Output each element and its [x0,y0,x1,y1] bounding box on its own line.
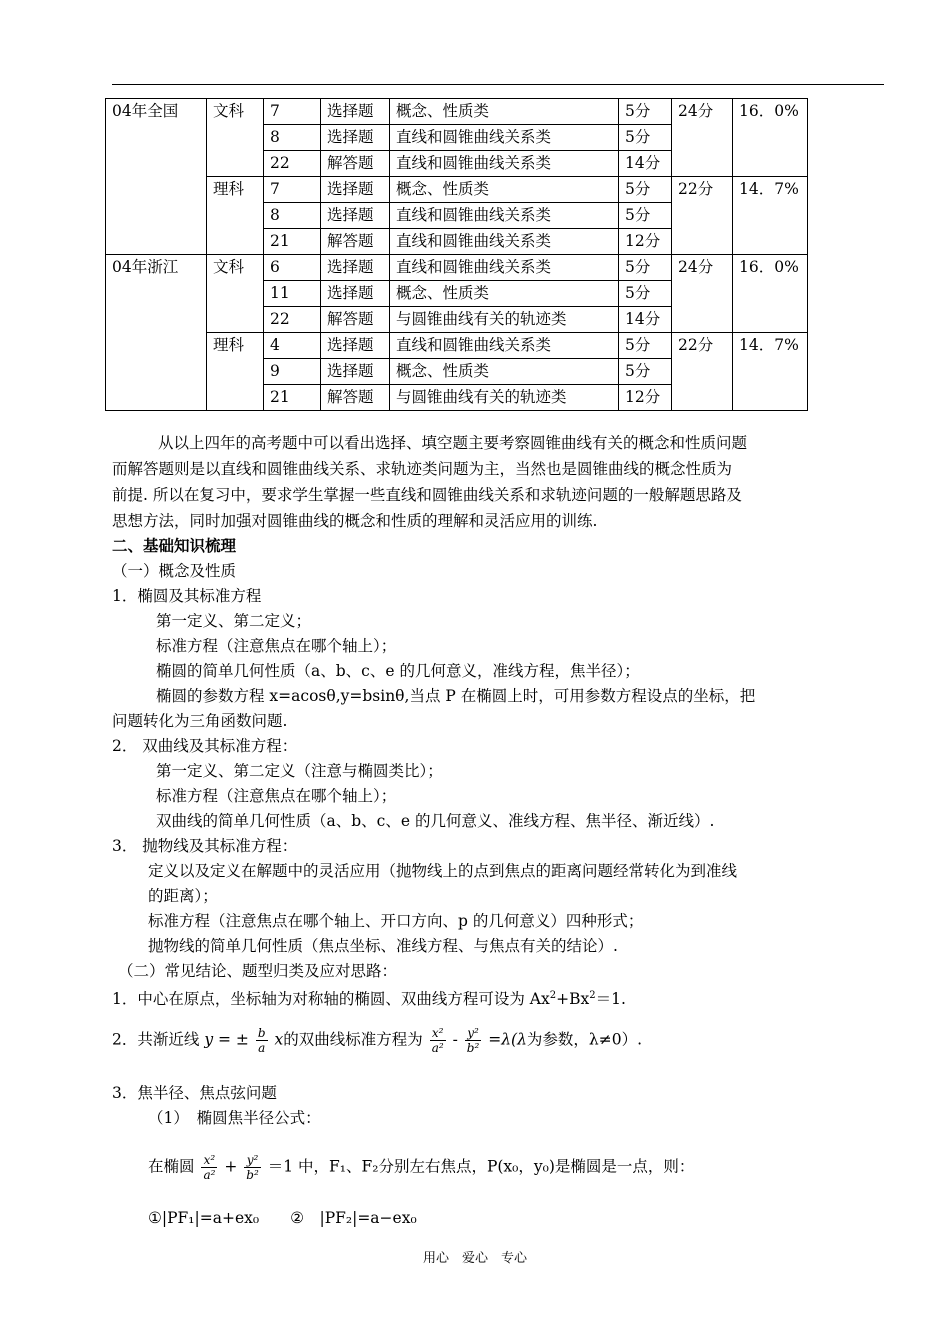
question-type-cell: 选择题 [321,255,390,281]
score-cell: 5分 [619,125,672,151]
fraction [201,1153,217,1182]
item-line: 标准方程（注意焦点在哪个轴上、开口方向、p 的几何意义）四种形式； [148,912,644,930]
score-cell: 5分 [619,333,672,359]
question-type-cell: 解答题 [321,229,390,255]
total-cell: 22分 [672,333,733,411]
section-heading: 二、基础知识梳理 [112,537,237,555]
score-cell: 12分 [619,229,672,255]
question-number-cell: 22 [264,151,321,177]
exam-stats-table [105,98,808,411]
fraction [465,1026,482,1055]
conclusion-text: 的双曲线标准方程为 [283,1030,423,1049]
question-number-cell: 21 [264,229,321,255]
fraction [430,1026,446,1055]
paragraph-line: 前提. 所以在复习中，要求学生掌握一些直线和圆锥曲线关系和求轨迹问题的一般解题思路及 [112,486,742,504]
category-cell: 与圆锥曲线有关的轨迹类 [390,385,619,411]
fraction-denominator: a² [203,1168,216,1182]
question-number-cell: 21 [264,385,321,411]
ellipse-focal-radius-line [148,1153,694,1182]
track-cell: 文科 [207,99,264,177]
fraction-denominator: a² [431,1041,444,1055]
item-line: 椭圆的简单几何性质（a、b、c、e 的几何意义，准线方程，焦半径）； [156,662,640,680]
item-heading: 1．椭圆及其标准方程 [112,587,262,605]
item-line: 双曲线的简单几何性质（a、b、c、e 的几何意义、准线方程、焦半径、渐近线）. [156,812,715,830]
track-cell: 理科 [207,177,264,255]
fraction-numerator: y² [465,1026,482,1041]
table-row [106,333,808,359]
fraction-denominator: b² [466,1041,480,1055]
score-cell: 5分 [619,255,672,281]
score-cell: 12分 [619,385,672,411]
category-cell: 直线和圆锥曲线关系类 [390,229,619,255]
item-heading: 2． 双曲线及其标准方程： [112,737,298,755]
question-number-cell: 7 [264,99,321,125]
conclusion-text: 1．中心在原点，坐标轴为对称轴的椭圆、双曲线方程可设为 Ax [112,990,550,1009]
fraction-denominator: b² [246,1168,259,1182]
category-cell: 概念、性质类 [390,359,619,385]
header-rule [112,84,884,85]
fraction [256,1026,268,1055]
score-cell: 14分 [619,307,672,333]
category-cell: 直线和圆锥曲线关系类 [390,333,619,359]
item-line: 定义以及定义在解题中的灵活应用（抛物线上的点到焦点的距离问题经常转化为到准线 [148,862,738,880]
paragraph-line: 而解答题则是以直线和圆锥曲线关系、求轨迹类问题为主，当然也是圆锥曲线的概念性质为 [112,460,733,478]
percent-cell: 14．7% [733,333,808,411]
score-cell: 5分 [619,203,672,229]
superscript: 2 [589,990,596,1001]
category-cell: 直线和圆锥曲线关系类 [390,203,619,229]
conclusion-text: 在椭圆 [148,1157,195,1176]
question-number-cell: 11 [264,281,321,307]
question-number-cell: 22 [264,307,321,333]
table-row [106,255,808,281]
question-number-cell: 6 [264,255,321,281]
category-cell: 直线和圆锥曲线关系类 [390,125,619,151]
fraction [244,1153,261,1182]
focal-radius-formula: ①|PF₁|=a+ex₀ ② |PF₂|=a−ex₀ [148,1209,417,1227]
conclusion-2 [112,1026,642,1055]
fraction-numerator: y² [244,1153,261,1168]
conclusion-text: +Bx [556,990,590,1009]
question-type-cell: 选择题 [321,281,390,307]
page-footer: 用心 爱心 专心 [422,1251,527,1266]
score-cell: 5分 [619,177,672,203]
question-number-cell: 9 [264,359,321,385]
percent-cell: 16．0% [733,99,808,177]
question-number-cell: 4 [264,333,321,359]
score-cell: 14分 [619,151,672,177]
question-type-cell: 选择题 [321,203,390,229]
item-line: （1） 椭圆焦半径公式： [148,1109,321,1127]
track-cell: 文科 [207,255,264,333]
conclusion-1 [112,983,626,1012]
question-type-cell: 选择题 [321,125,390,151]
math-operator: + [224,1157,238,1176]
subsection-heading: （一）概念及性质 [112,562,237,580]
category-cell: 与圆锥曲线有关的轨迹类 [390,307,619,333]
conclusion-text: 2．共渐近线 [112,1030,200,1049]
question-number-cell: 8 [264,125,321,151]
conclusion-text: ＝1 中，F₁、F₂分别左右焦点，P(x₀，y₀)是椭圆是一点，则： [267,1157,695,1176]
item-heading: 3． 抛物线及其标准方程： [112,837,298,855]
category-cell: 概念、性质类 [390,177,619,203]
category-cell: 概念、性质类 [390,281,619,307]
conclusion-text: ＝1. [595,990,626,1009]
question-type-cell: 选择题 [321,333,390,359]
fraction-denominator: a [258,1041,266,1055]
region-cell: 04年浙江 [106,255,207,411]
category-cell: 直线和圆锥曲线关系类 [390,151,619,177]
region-cell: 04年全国 [106,99,207,255]
math-variable: y [204,1030,214,1049]
percent-cell: 16．0% [733,255,808,333]
category-cell: 直线和圆锥曲线关系类 [390,255,619,281]
item-line: 第一定义、第二定义（注意与椭圆类比）； [156,762,443,780]
math-operator: - [452,1030,458,1049]
total-cell: 22分 [672,177,733,255]
math-variable: x [274,1030,284,1049]
item-line: 抛物线的简单几何性质（焦点坐标、准线方程、与焦点有关的结论）. [148,937,618,955]
percent-cell: 14．7% [733,177,808,255]
math-operator: =λ(λ [488,1030,527,1049]
item-line: 椭圆的参数方程 x=acosθ,y=bsinθ,当点 P 在椭圆上时，可用参数方程设点的坐标，把 [156,687,756,705]
conclusion-text: 为参数，λ≠0）. [526,1030,643,1049]
question-type-cell: 选择题 [321,359,390,385]
superscript: 2 [549,990,557,1001]
question-type-cell: 选择题 [321,177,390,203]
question-type-cell: 解答题 [321,385,390,411]
fraction-numerator: x² [201,1153,217,1168]
category-cell: 概念、性质类 [390,99,619,125]
total-cell: 24分 [672,255,733,333]
table-row [106,177,808,203]
question-type-cell: 解答题 [321,151,390,177]
question-type-cell: 选择题 [321,99,390,125]
score-cell: 5分 [619,281,672,307]
question-number-cell: 8 [264,203,321,229]
item-line: 第一定义、第二定义； [156,612,312,630]
score-cell: 5分 [619,99,672,125]
item-heading: 3．焦半径、焦点弦问题 [112,1084,277,1102]
fraction-numerator: b [257,1026,266,1040]
question-number-cell: 7 [264,177,321,203]
track-cell: 理科 [207,333,264,411]
item-line: 标准方程（注意焦点在哪个轴上）； [156,637,397,655]
question-type-cell: 解答题 [321,307,390,333]
item-line: 标准方程（注意焦点在哪个轴上）； [156,787,397,805]
paragraph-line: 从以上四年的高考题中可以看出选择、填空题主要考察圆锥曲线有关的概念和性质问题 [158,434,748,452]
table-row [106,99,808,125]
fraction-numerator: x² [430,1026,446,1041]
subsection-heading: （二）常见结论、题型归类及应对思路： [118,962,398,980]
paragraph-line: 思想方法，同时加强对圆锥曲线的概念和性质的理解和灵活应用的训练. [112,512,598,530]
item-line: 问题转化为三角函数问题. [112,712,288,730]
total-cell: 24分 [672,99,733,177]
score-cell: 5分 [619,359,672,385]
math-operator: = ± [213,1030,249,1049]
item-line: 的距离）； [148,887,218,905]
